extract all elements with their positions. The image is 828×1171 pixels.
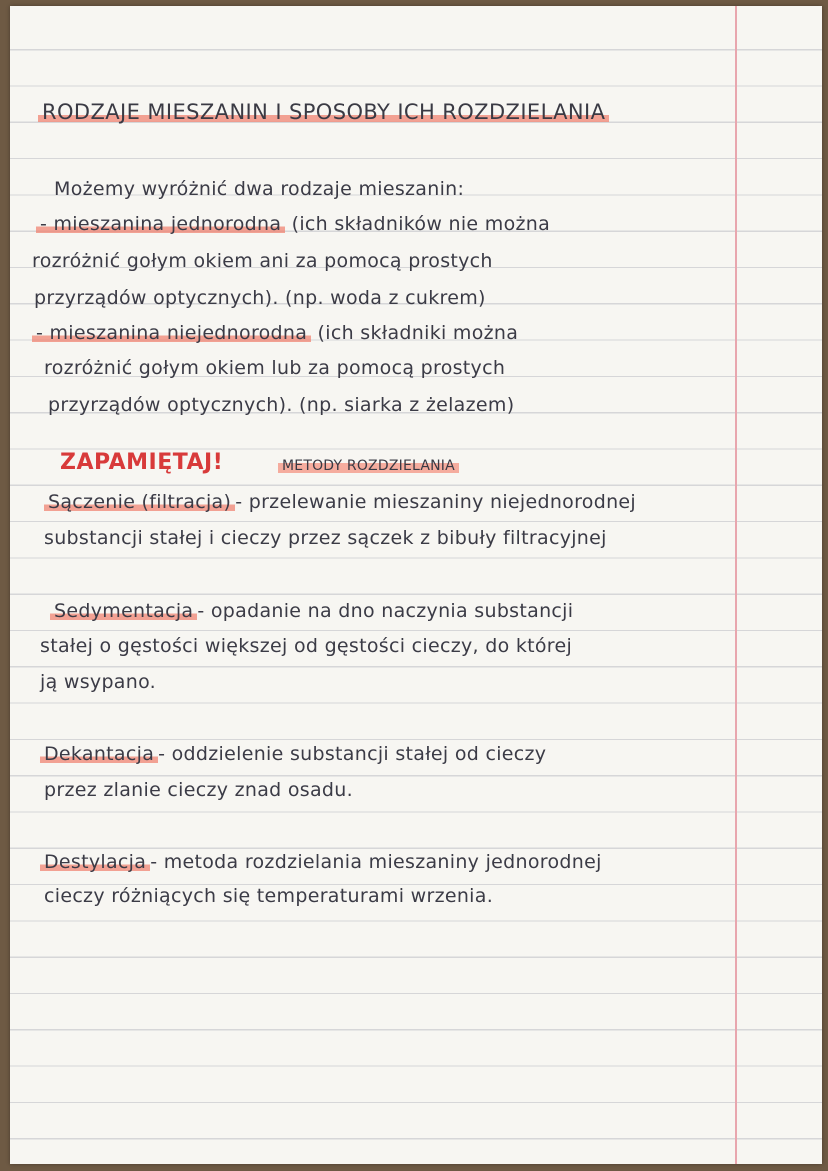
distillation-desc: - metoda rozdzielania mieszaniny jednorodnej — [150, 851, 602, 873]
heterogeneous-term: - mieszanina niejednorodna — [32, 322, 311, 344]
homogeneous-term: - mieszanina jednorodna — [36, 213, 285, 235]
decantation-desc: - oddzielenie substancji stałej od cieczy — [158, 743, 547, 765]
sedimentation-term: Sedymentacja — [50, 600, 197, 622]
sedimentation-desc-line: stałej o gęstości większej od gęstości cieczy, do której — [40, 635, 573, 657]
sedimentation-desc: - opadanie na dno naczynia substancji — [197, 600, 574, 622]
margin-line — [735, 6, 737, 1164]
distillation-term: Destylacja — [40, 851, 150, 873]
methods-heading: METODY ROZDZIELANIA — [278, 458, 459, 474]
sedimentation-desc-line-2: ją wsypano. — [40, 671, 157, 693]
remember-label: ZAPAMIĘTAJ! — [60, 450, 224, 475]
filtration-desc-line: substancji stałej i cieczy przez sączek z bibuły filtracyjnej — [44, 527, 607, 549]
homogeneous-line — [36, 206, 550, 242]
distillation-desc-line: cieczy różniących się temperaturami wrzenia. — [44, 885, 494, 907]
decantation-line — [40, 736, 546, 772]
heterogeneous-desc: (ich składniki można — [317, 322, 519, 344]
heterogeneous-line — [32, 315, 518, 351]
filtration-term: Sączenie (filtracja) — [44, 491, 235, 513]
homogeneous-example-line: przyrządów optycznych). (np. woda z cukrem) — [34, 287, 486, 309]
decantation-term: Dekantacja — [40, 743, 158, 765]
filtration-line — [44, 484, 636, 520]
page-title: RODZAJE MIESZANIN I SPOSOBY ICH ROZDZIELANIA — [38, 100, 609, 124]
filtration-desc: - przelewanie mieszaniny niejednorodnej — [235, 491, 636, 513]
notebook-page — [10, 6, 822, 1164]
heterogeneous-desc-line: rozróżnić gołym okiem lub za pomocą prostych — [44, 357, 506, 379]
homogeneous-desc: (ich składników nie można — [291, 213, 551, 235]
decantation-desc-line: przez zlanie cieczy znad osadu. — [44, 779, 353, 801]
homogeneous-desc-line: rozróżnić gołym okiem ani za pomocą prostych — [32, 250, 493, 272]
distillation-line — [40, 844, 602, 880]
heterogeneous-example-line: przyrządów optycznych). (np. siarka z żelazem) — [48, 394, 515, 416]
sedimentation-line — [50, 593, 573, 629]
intro-line: Możemy wyróżnić dwa rodzaje mieszanin: — [54, 178, 465, 200]
